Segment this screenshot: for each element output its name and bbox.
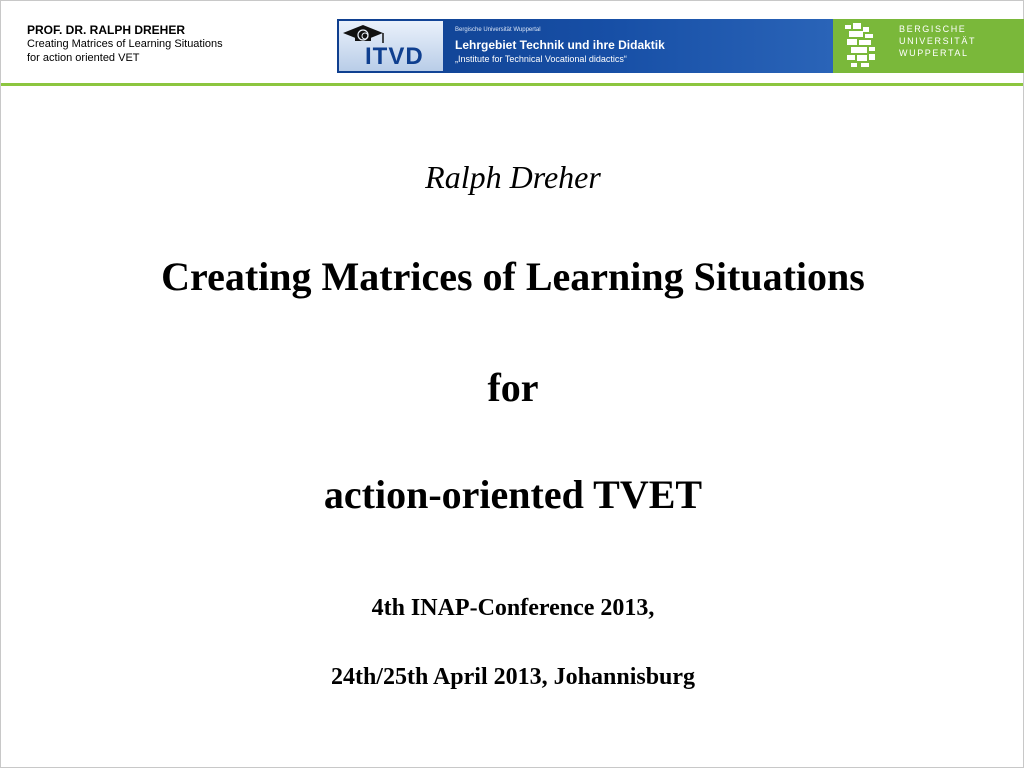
itvd-logo (339, 21, 443, 71)
itvd-logo-text: ITVD (365, 43, 424, 70)
banner-university-small: Bergische Universität Wuppertal (455, 27, 541, 33)
conference-name: 4th INAP-Conference 2013, (371, 595, 655, 621)
presentation-title-connector: for (487, 365, 539, 410)
header-divider (1, 83, 1023, 86)
university-name-line1: BERGISCHE (899, 24, 967, 34)
slide-header (1, 1, 1024, 87)
banner-subtitle: „Institute for Technical Vocational didactics“ (455, 54, 627, 64)
header-author-line2: for action oriented VET (27, 52, 140, 64)
presenter-name: Ralph Dreher (425, 159, 601, 195)
university-name-line3: WUPPERTAL (899, 48, 969, 58)
university-name (899, 23, 976, 59)
itvd-banner (337, 19, 833, 73)
university-lion-icon (841, 21, 881, 71)
presentation-title: Creating Matrices of Learning Situations (161, 254, 865, 299)
university-logo-block (833, 19, 1024, 73)
header-author-block (27, 23, 327, 65)
presentation-subtitle: action-oriented TVET (323, 472, 703, 517)
header-author-name: PROF. DR. RALPH DREHER (27, 23, 186, 37)
header-author-line1: Creating Matrices of Learning Situations (27, 38, 223, 50)
conference-date-place: 24th/25th April 2013, Johannisburg (330, 664, 696, 690)
banner-title: Lehrgebiet Technik und ihre Didaktik (455, 38, 665, 52)
university-name-line2: UNIVERSITÄT (899, 36, 977, 46)
